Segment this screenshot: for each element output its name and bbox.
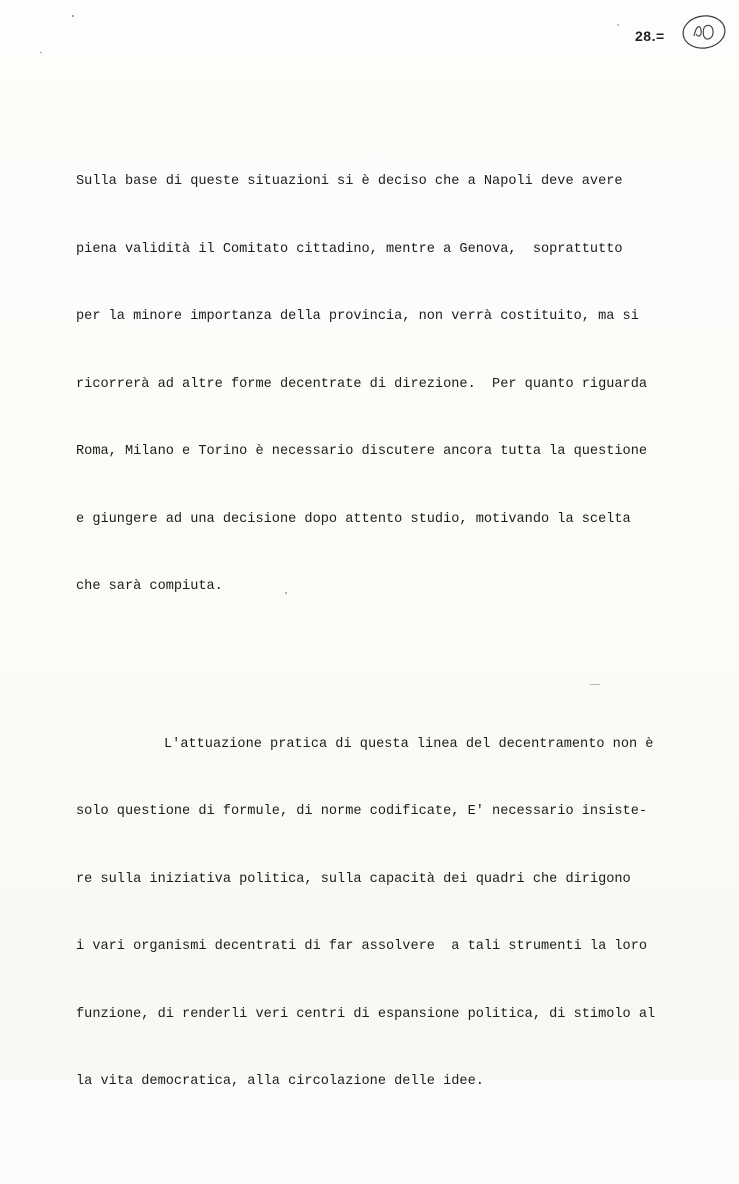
text-line: per la minore importanza della provincia, non verrà costituito, ma si [76,309,639,324]
paragraph-2 [76,689,706,1139]
paper-speck [72,15,74,17]
page-number: 28.= [635,28,665,44]
handwritten-folio-circle-icon [680,12,728,52]
text-line: Roma, Milano e Torino è necessario discutere ancora tutta la questione [76,444,648,459]
paper-speck [40,52,42,53]
text-line: la vita democratica, alla circolazione delle idee. [76,1074,484,1089]
text-line: funzione, di renderli veri centri di espansione politica, di stimolo al [76,1006,656,1022]
text-line: e giungere ad una decisione dopo attento studio, motivando la scelta [76,511,631,527]
text-line: re sulla iniziativa politica, sulla capacità dei quadri che dirigono [76,871,631,887]
text-line: i vari organismi decentrati di far assolvere a tali strumenti la loro [76,939,648,954]
text-line: Sulla base di queste situazioni si è deciso che a Napoli deve avere [76,174,623,189]
text-line: solo questione di formule, di norme codificate, E' necessario insiste- [76,804,648,819]
text-line: che sarà compiuta. [76,579,223,594]
paper-speck [285,592,287,594]
text-line: ricorrerà ad altre forme decentrate di direzione. Per quanto riguarda [76,376,648,392]
paper-speck [590,684,600,685]
paragraph-1 [76,126,706,644]
text-line-indented: L'attuazione pratica di questa linea del decentramento non è [164,736,654,752]
text-line: piena validità il Comitato cittadino, mentre a Genova, soprattutto [76,241,623,257]
typed-body-text [76,81,706,1184]
paper-speck [617,24,619,26]
